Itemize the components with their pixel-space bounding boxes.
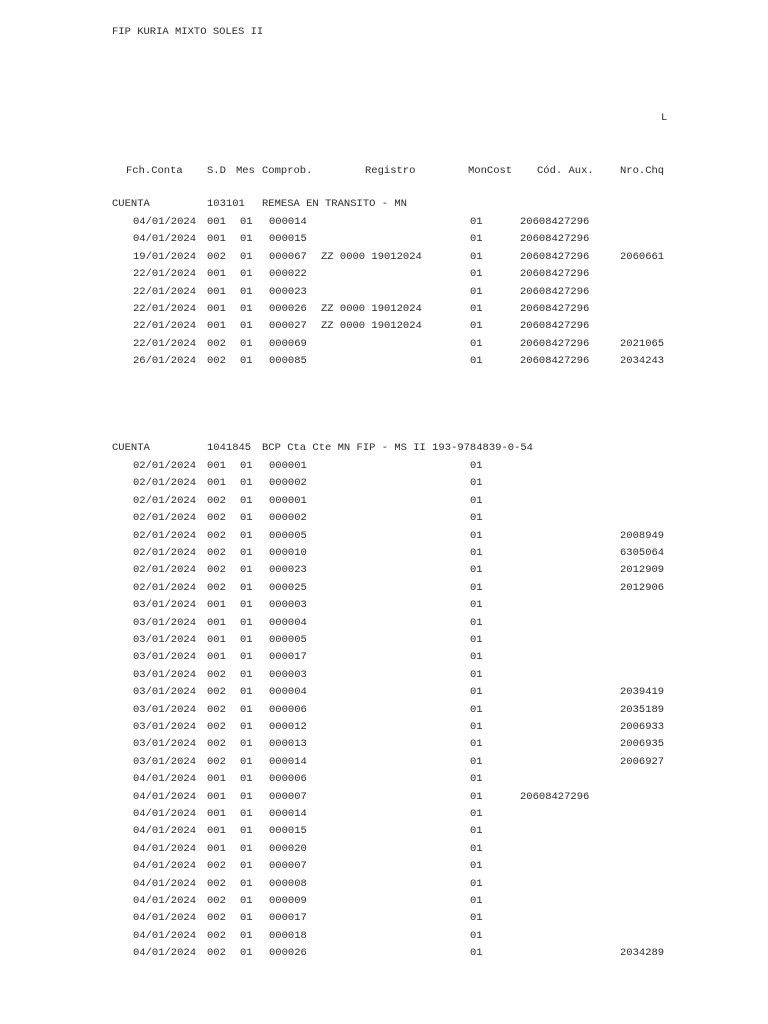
ledger-row bbox=[0, 216, 768, 233]
comprobante-cell: 000003 bbox=[269, 599, 307, 612]
fecha-contable-cell: 03/01/2024 bbox=[133, 738, 197, 751]
sd-cell: 002 bbox=[207, 721, 226, 733]
ledger-row bbox=[0, 582, 768, 599]
account-label: CUENTA bbox=[112, 198, 150, 210]
fecha-contable-cell: 04/01/2024 bbox=[133, 825, 197, 838]
moncost-cell: 01 bbox=[470, 668, 483, 681]
mes-cell: 01 bbox=[240, 877, 253, 890]
fecha-contable-cell: 04/01/2024 bbox=[133, 912, 197, 925]
comprobante-cell: 000006 bbox=[269, 703, 307, 716]
sd-cell: 002 bbox=[207, 860, 226, 873]
mes-cell: 01 bbox=[240, 721, 253, 733]
mes-cell: 01 bbox=[240, 860, 253, 873]
moncost-cell: 01 bbox=[470, 842, 483, 855]
ledger-row bbox=[0, 320, 768, 337]
nro-chq-cell: 2012909 bbox=[620, 564, 665, 577]
mes-cell: 01 bbox=[240, 808, 253, 820]
sd-cell: 002 bbox=[207, 738, 226, 751]
fecha-contable-cell: 04/01/2024 bbox=[133, 860, 197, 873]
moncost-cell: 01 bbox=[470, 686, 483, 699]
nro-chq-cell: 2034289 bbox=[620, 947, 665, 960]
sd-cell: 002 bbox=[207, 668, 226, 681]
fecha-contable-cell: 02/01/2024 bbox=[133, 547, 197, 559]
moncost-cell: 01 bbox=[470, 703, 483, 716]
comprobante-cell: 000014 bbox=[269, 808, 307, 820]
comprobante-cell: 000023 bbox=[269, 285, 307, 298]
sd-cell: 001 bbox=[207, 303, 226, 315]
ledger-row bbox=[0, 233, 768, 250]
ledger-row bbox=[0, 617, 768, 634]
moncost-cell: 01 bbox=[470, 877, 483, 890]
nro-chq-cell: 2008949 bbox=[620, 529, 665, 542]
ledger-row bbox=[0, 738, 768, 755]
moncost-cell: 01 bbox=[470, 233, 483, 246]
cod-aux-cell: 20608427296 bbox=[520, 216, 590, 228]
moncost-cell: 01 bbox=[470, 651, 483, 664]
registro-cell: ZZ 0000 19012024 bbox=[321, 320, 422, 333]
fecha-contable-cell: 03/01/2024 bbox=[133, 721, 197, 733]
fecha-contable-cell: 02/01/2024 bbox=[133, 477, 197, 490]
mes-cell: 01 bbox=[240, 564, 253, 577]
comprobante-cell: 000023 bbox=[269, 564, 307, 577]
moncost-cell: 01 bbox=[470, 355, 483, 368]
ledger-row bbox=[0, 634, 768, 651]
ledger-row bbox=[0, 460, 768, 477]
ledger-row bbox=[0, 808, 768, 825]
cod-aux-cell: 20608427296 bbox=[520, 337, 590, 350]
cod-aux-cell: 20608427296 bbox=[520, 790, 590, 803]
mes-cell: 01 bbox=[240, 634, 253, 646]
comprobante-cell: 000005 bbox=[269, 529, 307, 542]
comprobante-cell: 000017 bbox=[269, 912, 307, 925]
comprobante-cell: 000007 bbox=[269, 860, 307, 873]
sd-cell: 001 bbox=[207, 825, 226, 838]
mes-cell: 01 bbox=[240, 895, 253, 907]
comprobante-cell: 000015 bbox=[269, 825, 307, 838]
fecha-contable-cell: 04/01/2024 bbox=[133, 790, 197, 803]
sd-cell: 002 bbox=[207, 494, 226, 507]
fecha-contable-cell: 04/01/2024 bbox=[133, 773, 197, 786]
sd-cell: 001 bbox=[207, 320, 226, 333]
comprobante-cell: 000001 bbox=[269, 460, 307, 472]
sd-cell: 002 bbox=[207, 895, 226, 907]
moncost-cell: 01 bbox=[470, 320, 483, 333]
sd-cell: 002 bbox=[207, 912, 226, 925]
mes-cell: 01 bbox=[240, 790, 253, 803]
comprobante-cell: 000018 bbox=[269, 929, 307, 942]
fecha-contable-cell: 03/01/2024 bbox=[133, 616, 197, 629]
sd-cell: 001 bbox=[207, 477, 226, 490]
comprobante-cell: 000027 bbox=[269, 320, 307, 333]
moncost-cell: 01 bbox=[470, 547, 483, 559]
ledger-row bbox=[0, 669, 768, 686]
fecha-contable-cell: 04/01/2024 bbox=[133, 929, 197, 942]
account-code: 103101 bbox=[207, 198, 245, 210]
comprobante-cell: 000069 bbox=[269, 337, 307, 350]
moncost-cell: 01 bbox=[470, 268, 483, 281]
moncost-cell: 01 bbox=[470, 808, 483, 820]
comprobante-cell: 000003 bbox=[269, 668, 307, 681]
nro-chq-cell: 2021065 bbox=[620, 337, 665, 350]
sd-cell: 001 bbox=[207, 233, 226, 246]
moncost-cell: 01 bbox=[470, 721, 483, 733]
sd-cell: 002 bbox=[207, 250, 226, 263]
ledger-row bbox=[0, 686, 768, 703]
fecha-contable-cell: 04/01/2024 bbox=[133, 877, 197, 890]
moncost-cell: 01 bbox=[470, 860, 483, 873]
ledger-row bbox=[0, 564, 768, 581]
ledger-row bbox=[0, 756, 768, 773]
moncost-cell: 01 bbox=[470, 460, 483, 472]
moncost-cell: 01 bbox=[470, 494, 483, 507]
fecha-contable-cell: 04/01/2024 bbox=[133, 233, 197, 246]
ledger-row bbox=[0, 878, 768, 895]
comprobante-cell: 000009 bbox=[269, 895, 307, 907]
moncost-cell: 01 bbox=[470, 599, 483, 612]
fecha-contable-cell: 02/01/2024 bbox=[133, 494, 197, 507]
sd-cell: 002 bbox=[207, 337, 226, 350]
mes-cell: 01 bbox=[240, 355, 253, 368]
comprobante-cell: 000020 bbox=[269, 842, 307, 855]
ledger-row bbox=[0, 251, 768, 268]
header-registro: Registro bbox=[365, 165, 416, 177]
nro-chq-cell: 2060661 bbox=[620, 250, 665, 263]
ledger-row bbox=[0, 477, 768, 494]
cod-aux-cell: 20608427296 bbox=[520, 355, 590, 368]
mes-cell: 01 bbox=[240, 320, 253, 333]
moncost-cell: 01 bbox=[470, 337, 483, 350]
sd-cell: 002 bbox=[207, 755, 226, 768]
fecha-contable-cell: 04/01/2024 bbox=[133, 808, 197, 820]
sd-cell: 001 bbox=[207, 842, 226, 855]
mes-cell: 01 bbox=[240, 477, 253, 490]
sd-cell: 001 bbox=[207, 790, 226, 803]
moncost-cell: 01 bbox=[470, 529, 483, 542]
nro-chq-cell: 2012906 bbox=[620, 581, 665, 594]
moncost-cell: 01 bbox=[470, 634, 483, 646]
account-code: 1041845 bbox=[207, 442, 252, 454]
sd-cell: 001 bbox=[207, 634, 226, 646]
moncost-cell: 01 bbox=[470, 773, 483, 786]
fecha-contable-cell: 22/01/2024 bbox=[133, 268, 197, 281]
comprobante-cell: 000004 bbox=[269, 686, 307, 699]
mes-cell: 01 bbox=[240, 250, 253, 263]
cod-aux-cell: 20608427296 bbox=[520, 285, 590, 298]
sd-cell: 001 bbox=[207, 268, 226, 281]
moncost-cell: 01 bbox=[470, 564, 483, 577]
fecha-contable-cell: 02/01/2024 bbox=[133, 529, 197, 542]
mes-cell: 01 bbox=[240, 825, 253, 838]
fecha-contable-cell: 02/01/2024 bbox=[133, 581, 197, 594]
comprobante-cell: 000002 bbox=[269, 512, 307, 525]
comprobante-cell: 000005 bbox=[269, 634, 307, 646]
ledger-row bbox=[0, 912, 768, 929]
ledger-row bbox=[0, 930, 768, 947]
sd-cell: 002 bbox=[207, 547, 226, 559]
moncost-cell: 01 bbox=[470, 250, 483, 263]
column-header-row bbox=[0, 165, 768, 179]
sd-cell: 002 bbox=[207, 355, 226, 368]
mes-cell: 01 bbox=[240, 738, 253, 751]
comprobante-cell: 000014 bbox=[269, 755, 307, 768]
fecha-contable-cell: 04/01/2024 bbox=[133, 216, 197, 228]
mes-cell: 01 bbox=[240, 581, 253, 594]
header-mes: Mes bbox=[236, 165, 255, 177]
comprobante-cell: 000085 bbox=[269, 355, 307, 368]
fecha-contable-cell: 02/01/2024 bbox=[133, 564, 197, 577]
mes-cell: 01 bbox=[240, 912, 253, 925]
nro-chq-cell: 2006935 bbox=[620, 738, 665, 751]
mes-cell: 01 bbox=[240, 929, 253, 942]
comprobante-cell: 000026 bbox=[269, 303, 307, 315]
ledger-row bbox=[0, 895, 768, 912]
ledger-row bbox=[0, 947, 768, 964]
moncost-cell: 01 bbox=[470, 755, 483, 768]
fecha-contable-cell: 04/01/2024 bbox=[133, 895, 197, 907]
sd-cell: 001 bbox=[207, 651, 226, 664]
account-header-2 bbox=[0, 442, 768, 456]
comprobante-cell: 000013 bbox=[269, 738, 307, 751]
cod-aux-cell: 20608427296 bbox=[520, 250, 590, 263]
cod-aux-cell: 20608427296 bbox=[520, 303, 590, 315]
header-fch-conta: Fch.Conta bbox=[126, 165, 183, 177]
sd-cell: 002 bbox=[207, 529, 226, 542]
comprobante-cell: 000026 bbox=[269, 947, 307, 960]
comprobante-cell: 000025 bbox=[269, 581, 307, 594]
fecha-contable-cell: 03/01/2024 bbox=[133, 668, 197, 681]
registro-cell: ZZ 0000 19012024 bbox=[321, 303, 422, 315]
registro-cell: ZZ 0000 19012024 bbox=[321, 250, 422, 263]
mes-cell: 01 bbox=[240, 686, 253, 699]
mes-cell: 01 bbox=[240, 460, 253, 472]
ledger-row bbox=[0, 530, 768, 547]
mes-cell: 01 bbox=[240, 668, 253, 681]
page-marker: L bbox=[661, 112, 668, 124]
mes-cell: 01 bbox=[240, 233, 253, 246]
moncost-cell: 01 bbox=[470, 738, 483, 751]
ledger-row bbox=[0, 599, 768, 616]
moncost-cell: 01 bbox=[470, 947, 483, 960]
nro-chq-cell: 2006927 bbox=[620, 755, 665, 768]
comprobante-cell: 000001 bbox=[269, 494, 307, 507]
ledger-row bbox=[0, 512, 768, 529]
cod-aux-cell: 20608427296 bbox=[520, 268, 590, 281]
sd-cell: 002 bbox=[207, 512, 226, 525]
report-title: FIP KURIA MIXTO SOLES II bbox=[112, 26, 264, 38]
comprobante-cell: 000012 bbox=[269, 721, 307, 733]
fecha-contable-cell: 02/01/2024 bbox=[133, 460, 197, 472]
mes-cell: 01 bbox=[240, 842, 253, 855]
sd-cell: 001 bbox=[207, 616, 226, 629]
fecha-contable-cell: 22/01/2024 bbox=[133, 320, 197, 333]
comprobante-cell: 000015 bbox=[269, 233, 307, 246]
header-nro-chq: Nro.Chq bbox=[620, 165, 665, 177]
sd-cell: 002 bbox=[207, 581, 226, 594]
ledger-row bbox=[0, 338, 768, 355]
fecha-contable-cell: 03/01/2024 bbox=[133, 703, 197, 716]
mes-cell: 01 bbox=[240, 599, 253, 612]
moncost-cell: 01 bbox=[470, 912, 483, 925]
ledger-row bbox=[0, 547, 768, 564]
header-moncost: MonCost bbox=[468, 165, 513, 177]
fecha-contable-cell: 22/01/2024 bbox=[133, 303, 197, 315]
mes-cell: 01 bbox=[240, 651, 253, 664]
account-name: BCP Cta Cte MN FIP - MS II 193-9784839-0-54 bbox=[262, 442, 533, 454]
header-sd: S.D bbox=[207, 165, 226, 177]
nro-chq-cell: 6305064 bbox=[620, 547, 665, 559]
sd-cell: 001 bbox=[207, 285, 226, 298]
ledger-row bbox=[0, 268, 768, 285]
ledger-row bbox=[0, 495, 768, 512]
sd-cell: 002 bbox=[207, 564, 226, 577]
sd-cell: 002 bbox=[207, 686, 226, 699]
comprobante-cell: 000010 bbox=[269, 547, 307, 559]
mes-cell: 01 bbox=[240, 494, 253, 507]
ledger-row bbox=[0, 860, 768, 877]
moncost-cell: 01 bbox=[470, 216, 483, 228]
ledger-row bbox=[0, 651, 768, 668]
moncost-cell: 01 bbox=[470, 581, 483, 594]
sd-cell: 001 bbox=[207, 216, 226, 228]
account-label: CUENTA bbox=[112, 442, 150, 454]
account-header-1 bbox=[0, 198, 768, 212]
moncost-cell: 01 bbox=[470, 477, 483, 490]
comprobante-cell: 000002 bbox=[269, 477, 307, 490]
mes-cell: 01 bbox=[240, 303, 253, 315]
mes-cell: 01 bbox=[240, 268, 253, 281]
mes-cell: 01 bbox=[240, 773, 253, 786]
nro-chq-cell: 2034243 bbox=[620, 355, 665, 368]
fecha-contable-cell: 02/01/2024 bbox=[133, 512, 197, 525]
mes-cell: 01 bbox=[240, 285, 253, 298]
moncost-cell: 01 bbox=[470, 616, 483, 629]
sd-cell: 001 bbox=[207, 460, 226, 472]
sd-cell: 002 bbox=[207, 947, 226, 960]
mes-cell: 01 bbox=[240, 947, 253, 960]
ledger-row bbox=[0, 843, 768, 860]
moncost-cell: 01 bbox=[470, 895, 483, 907]
fecha-contable-cell: 03/01/2024 bbox=[133, 686, 197, 699]
moncost-cell: 01 bbox=[470, 929, 483, 942]
fecha-contable-cell: 22/01/2024 bbox=[133, 337, 197, 350]
mes-cell: 01 bbox=[240, 216, 253, 228]
comprobante-cell: 000014 bbox=[269, 216, 307, 228]
mes-cell: 01 bbox=[240, 547, 253, 559]
sd-cell: 002 bbox=[207, 929, 226, 942]
ledger-row bbox=[0, 704, 768, 721]
mes-cell: 01 bbox=[240, 703, 253, 716]
moncost-cell: 01 bbox=[470, 303, 483, 315]
header-comprob: Comprob. bbox=[262, 165, 313, 177]
ledger-row bbox=[0, 773, 768, 790]
fecha-contable-cell: 22/01/2024 bbox=[133, 285, 197, 298]
mes-cell: 01 bbox=[240, 616, 253, 629]
ledger-row bbox=[0, 791, 768, 808]
fecha-contable-cell: 19/01/2024 bbox=[133, 250, 197, 263]
nro-chq-cell: 2035189 bbox=[620, 703, 665, 716]
fecha-contable-cell: 04/01/2024 bbox=[133, 947, 197, 960]
ledger-row bbox=[0, 825, 768, 842]
sd-cell: 001 bbox=[207, 599, 226, 612]
nro-chq-cell: 2039419 bbox=[620, 686, 665, 699]
comprobante-cell: 000017 bbox=[269, 651, 307, 664]
mes-cell: 01 bbox=[240, 755, 253, 768]
comprobante-cell: 000006 bbox=[269, 773, 307, 786]
fecha-contable-cell: 04/01/2024 bbox=[133, 842, 197, 855]
comprobante-cell: 000022 bbox=[269, 268, 307, 281]
mes-cell: 01 bbox=[240, 337, 253, 350]
fecha-contable-cell: 03/01/2024 bbox=[133, 634, 197, 646]
ledger-row bbox=[0, 286, 768, 303]
cod-aux-cell: 20608427296 bbox=[520, 320, 590, 333]
fecha-contable-cell: 26/01/2024 bbox=[133, 355, 197, 368]
sd-cell: 001 bbox=[207, 808, 226, 820]
ledger-row bbox=[0, 303, 768, 320]
comprobante-cell: 000004 bbox=[269, 616, 307, 629]
comprobante-cell: 000067 bbox=[269, 250, 307, 263]
moncost-cell: 01 bbox=[470, 512, 483, 525]
mes-cell: 01 bbox=[240, 512, 253, 525]
ledger-row bbox=[0, 721, 768, 738]
header-cod-aux: Cód. Aux. bbox=[537, 165, 594, 177]
cod-aux-cell: 20608427296 bbox=[520, 233, 590, 246]
mes-cell: 01 bbox=[240, 529, 253, 542]
comprobante-cell: 000007 bbox=[269, 790, 307, 803]
nro-chq-cell: 2006933 bbox=[620, 721, 665, 733]
fecha-contable-cell: 03/01/2024 bbox=[133, 651, 197, 664]
moncost-cell: 01 bbox=[470, 825, 483, 838]
fecha-contable-cell: 03/01/2024 bbox=[133, 599, 197, 612]
sd-cell: 002 bbox=[207, 877, 226, 890]
moncost-cell: 01 bbox=[470, 285, 483, 298]
moncost-cell: 01 bbox=[470, 790, 483, 803]
fecha-contable-cell: 03/01/2024 bbox=[133, 755, 197, 768]
account-name: REMESA EN TRANSITO - MN bbox=[262, 198, 407, 210]
ledger-row bbox=[0, 355, 768, 372]
sd-cell: 002 bbox=[207, 703, 226, 716]
sd-cell: 001 bbox=[207, 773, 226, 786]
comprobante-cell: 000008 bbox=[269, 877, 307, 890]
